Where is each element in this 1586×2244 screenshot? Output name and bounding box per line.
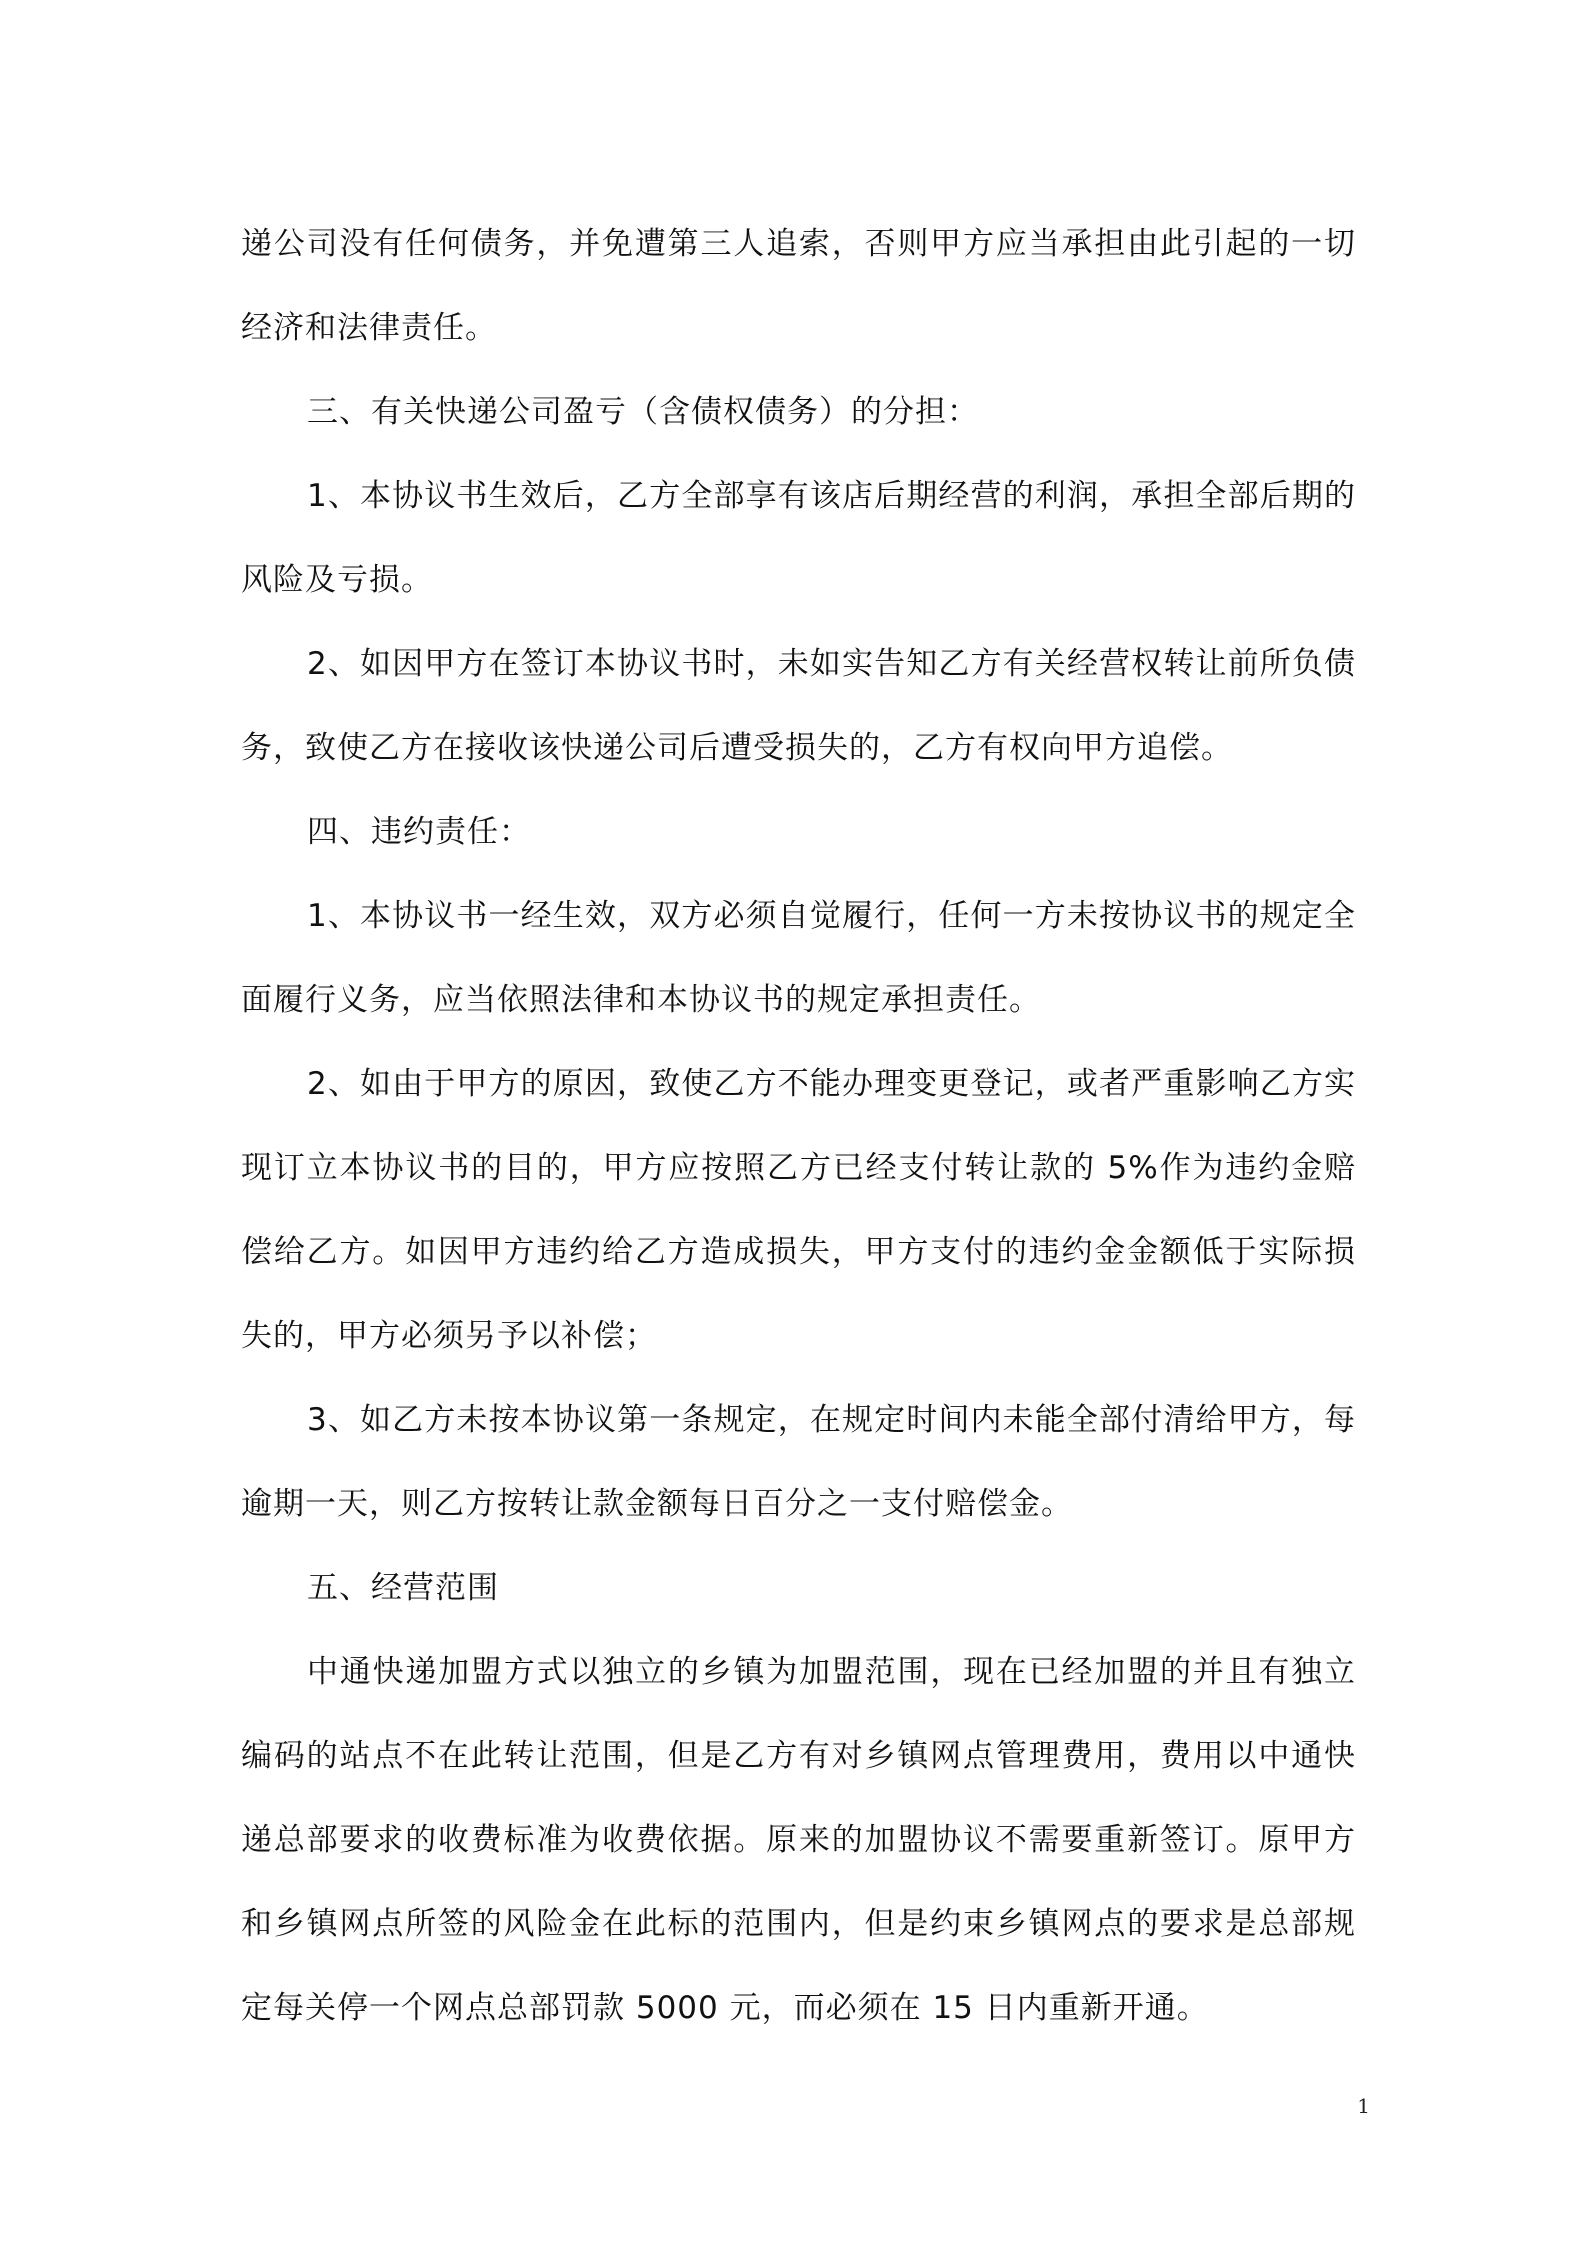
scope-paragraph: 中通快递加盟方式以独立的乡镇为加盟范围，现在已经加盟的并且有独立编码的站点不在此转让范围，但是乙方有对乡镇网点管理费用，费用以中通快递总部要求的收费标准为收费依据。原来的加盟协议不需要重新签订。原甲方和乡镇网点所签的风险金在此标的范围内，但是约束乡镇网点的要求是总部规定每关停一个网点总部罚款 5000 元，而必须在 15 日内重新开通。 [241,1654,1356,2026]
clause-3-2: 2、如因甲方在签订本协议书时，未如实告知乙方有关经营权转让前所负债务，致使乙方在接收该快递公司后遭受损失的，乙方有权向甲方追偿。 [241,646,1356,766]
clause-3-1: 1、本协议书生效后，乙方全部享有该店后期经营的利润，承担全部后期的风险及亏损。 [241,478,1356,598]
section-heading-profit-loss: 三、有关快递公司盈亏（含债权债务）的分担： [307,394,979,430]
paragraph-continuation: 递公司没有任何债务，并免遭第三人追索，否则甲方应当承担由此引起的一切经济和法律责任。 [241,226,1356,346]
section-heading-scope: 五、经营范围 [307,1570,499,1606]
clause-4-2: 2、如由于甲方的原因，致使乙方不能办理变更登记，或者严重影响乙方实现订立本协议书的目的，甲方应按照乙方已经支付转让款的 5%作为违约金赔偿给乙方。如因甲方违约给乙方造成损失，甲方支付的违约金金额低于实际损失的，甲方必须另予以补偿； [241,1066,1356,1354]
clause-4-3: 3、如乙方未按本协议第一条规定，在规定时间内未能全部付清给甲方，每逾期一天，则乙方按转让款金额每日百分之一支付赔偿金。 [241,1402,1356,1522]
document-body [241,202,1356,2050]
clause-4-1: 1、本协议书一经生效，双方必须自觉履行，任何一方未按协议书的规定全面履行义务，应当依照法律和本协议书的规定承担责任。 [241,898,1356,1018]
section-heading-breach: 四、违约责任： [307,814,531,850]
page-number: 1 [1357,2094,1370,2118]
